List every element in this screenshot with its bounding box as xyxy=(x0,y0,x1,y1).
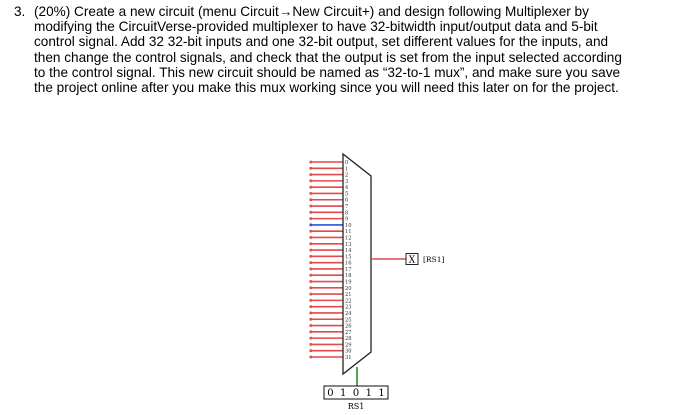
input-index-label: 2 xyxy=(345,172,349,179)
question-line: to the control signal. This new circuit should be named as “32-to-1 mux”, and make sure you save xyxy=(34,64,621,80)
input-pin xyxy=(310,211,313,214)
control-bit: 0 xyxy=(352,388,360,399)
input-pin xyxy=(310,268,313,271)
input-pin xyxy=(310,242,313,245)
input-index-label: 11 xyxy=(345,229,352,236)
question-line: then change the control signals, and check that the output is set from the input selected according xyxy=(34,49,622,65)
input-pin xyxy=(310,293,313,296)
input-pin xyxy=(310,249,313,252)
input-pin xyxy=(310,305,313,308)
control-label: RS1 xyxy=(347,402,365,411)
input-pin xyxy=(310,161,313,164)
input-index-label: 7 xyxy=(345,204,349,211)
input-index-label: 29 xyxy=(345,342,352,349)
input-index-label: 27 xyxy=(345,329,352,336)
input-index-label: 21 xyxy=(345,292,352,299)
input-index-label: 18 xyxy=(345,273,352,280)
input-index-label: 4 xyxy=(345,185,349,192)
input-index-label: 31 xyxy=(345,355,352,361)
input-pin xyxy=(310,343,313,346)
input-pin xyxy=(310,337,313,340)
input-index-label: 19 xyxy=(345,279,352,286)
input-pin xyxy=(310,274,313,277)
input-index-label: 5 xyxy=(345,191,349,198)
input-pin xyxy=(310,255,313,258)
output-label: [RS1] xyxy=(423,255,445,264)
input-index-label: 6 xyxy=(345,197,349,204)
control-bit: 0 xyxy=(327,388,334,399)
input-index-label: 16 xyxy=(345,260,352,267)
input-index-label: 0 xyxy=(345,160,349,166)
input-index-label: 23 xyxy=(345,304,352,311)
question-line: control signal. Add 32 32-bit inputs and one 32-bit output, set different values for the inputs, and xyxy=(34,34,609,50)
input-pin xyxy=(310,324,313,327)
question-line: the project online after you make this mux working since you will need this later on for the project. xyxy=(34,80,619,96)
question-line: modifying the CircuitVerse-provided multiplexer to have 32-bitwidth input/output data and 5-bit xyxy=(34,19,598,35)
input-pin xyxy=(310,192,313,195)
input-index-label: 26 xyxy=(345,323,352,330)
input-pin xyxy=(310,356,313,359)
question-number: 3. xyxy=(14,4,26,19)
input-index-label: 8 xyxy=(345,210,349,217)
input-index-label: 24 xyxy=(345,310,352,317)
input-pin xyxy=(310,167,313,170)
input-pin xyxy=(310,236,313,239)
input-index-label: 10 xyxy=(345,222,352,229)
input-index-label: 14 xyxy=(345,248,352,255)
input-pin xyxy=(310,318,313,321)
input-index-label: 17 xyxy=(345,266,352,273)
input-pin xyxy=(310,205,313,208)
input-index-label: 1 xyxy=(345,166,349,173)
input-pin xyxy=(310,280,313,283)
input-pin xyxy=(310,173,313,176)
input-pin xyxy=(310,217,313,220)
input-index-label: 25 xyxy=(345,317,352,324)
input-pin xyxy=(310,224,313,227)
input-index-label: 9 xyxy=(345,216,349,223)
input-pin xyxy=(310,287,313,290)
control-bit: 1 xyxy=(340,388,347,399)
question-line: (20%) Create a new circuit (menu Circuit→New Circuit+) and design following Multiplexer by xyxy=(34,4,589,19)
input-pin xyxy=(310,331,313,334)
input-index-label: 20 xyxy=(345,285,352,292)
input-pin xyxy=(310,230,313,233)
input-pin xyxy=(310,198,313,201)
input-pin xyxy=(310,299,313,302)
input-pin xyxy=(310,180,313,183)
input-index-label: 22 xyxy=(345,298,352,305)
input-index-label: 3 xyxy=(345,178,349,185)
input-index-label: 13 xyxy=(345,241,352,248)
input-pin xyxy=(310,312,313,315)
input-pin xyxy=(310,349,313,352)
input-pin xyxy=(310,186,313,189)
input-pin xyxy=(310,261,313,264)
control-bit: 1 xyxy=(365,388,372,399)
input-index-label: 30 xyxy=(345,348,352,355)
output-value: X xyxy=(408,255,416,266)
input-index-label: 12 xyxy=(345,235,352,242)
control-bit: 1 xyxy=(378,388,385,399)
input-index-label: 28 xyxy=(345,336,352,343)
input-index-label: 15 xyxy=(345,254,352,261)
